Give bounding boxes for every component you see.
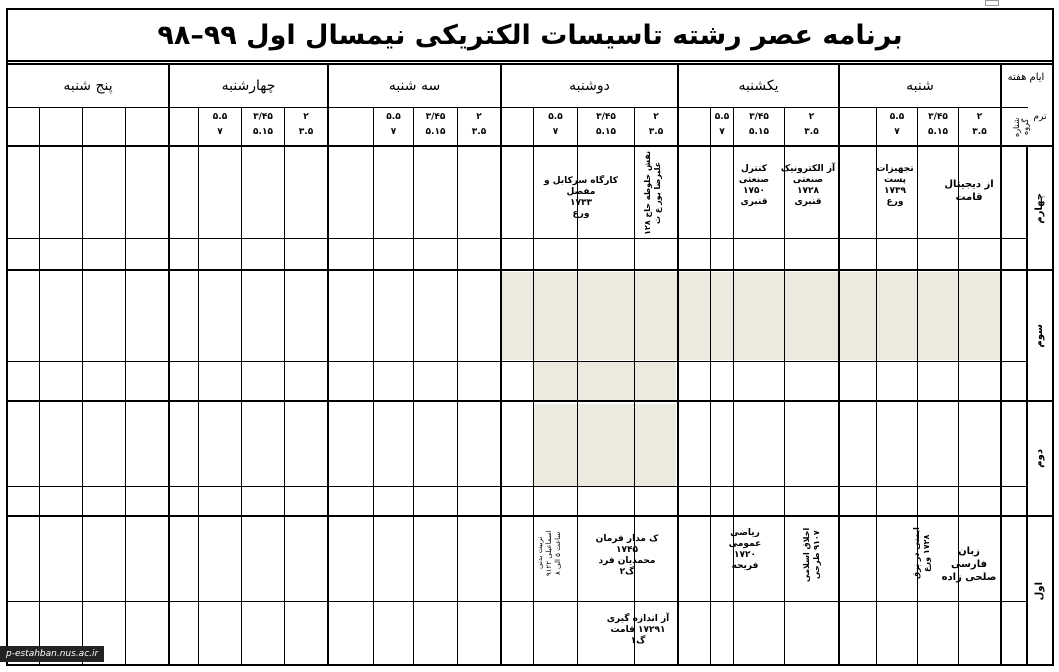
- time-slot-2: ۳/۴۵ ۵.۱۵: [596, 112, 616, 137]
- slot-line: [457, 108, 458, 666]
- time-slot-1: ۲ ۳.۵: [298, 112, 314, 137]
- site-logo[interactable]: p-estahban.nus.ac.ir: [0, 646, 104, 662]
- day-tuesday: سه شنبه: [388, 78, 441, 94]
- term-second: دوم: [1033, 449, 1045, 468]
- time-slot-3: ۵.۵ ۷: [714, 112, 730, 137]
- course-cell: کنترل صنعتی ۱۷۵۰ قنبری: [738, 164, 770, 207]
- row-line: [8, 63, 1052, 65]
- col-line: [838, 63, 840, 666]
- shade-block: [533, 362, 676, 400]
- row-line: [8, 361, 1028, 362]
- days-label: ایام هفته: [1007, 72, 1045, 83]
- slot-line: [533, 108, 534, 666]
- row-line: [8, 238, 1028, 239]
- slot-line: [373, 108, 374, 666]
- course-cell: ۱۲۸ نقش خلوطه حاج علیرضا پور ع ت: [643, 150, 662, 236]
- time-slot-1: ۲ ۳.۵: [804, 112, 819, 137]
- time-slot-3: ۵.۵ ۷: [386, 112, 401, 137]
- slot-line: [241, 108, 242, 666]
- time-slot-1: ۲ ۳.۵: [471, 112, 487, 137]
- group-label: شناره گروه: [1012, 117, 1030, 137]
- course-cell: آز الکترونیک صنعتی ۱۷۲۸ قنبری: [780, 164, 836, 207]
- course-cell: ریاضی عمومی ۱۷۲۰ فریحه: [728, 528, 762, 571]
- row-line: [8, 400, 1052, 402]
- row-line: [8, 107, 1028, 108]
- time-slot-1: ۲ ۳.۵: [972, 112, 987, 137]
- course-cell: ک مدار فرمان ۱۷۴۵ محمدیان فرد گ۲: [595, 534, 659, 577]
- col-line: [168, 63, 170, 666]
- row-line: [8, 486, 1028, 487]
- term-label: ترم: [1033, 112, 1047, 122]
- row-line: [8, 145, 1052, 147]
- slot-line: [710, 108, 711, 666]
- slot-line: [284, 108, 285, 666]
- course-cell: کارگاه سرکابل و مفصل ۱۷۳۳ ورع: [543, 176, 619, 219]
- day-thursday: پنج شنبه: [63, 78, 113, 94]
- day-sunday: یکشنبه: [738, 78, 779, 94]
- slot-line: [82, 108, 83, 666]
- window-control: [985, 0, 999, 6]
- course-cell: اخلاق اسلامی ۹۱۰۷ طرحی: [802, 527, 821, 583]
- time-slot-2: ۳/۴۵ ۵.۱۵: [253, 112, 273, 137]
- course-cell: تربیت بدنی اسماعیلی ۹۱۲۲ ساعت ۵ الی ۸: [536, 530, 562, 576]
- course-cell: تجهیزات پست ۱۷۳۹ ورع: [876, 164, 914, 207]
- col-line: [500, 63, 502, 666]
- slot-line: [39, 108, 40, 666]
- row-line: [8, 515, 1052, 517]
- term-third: سوم: [1033, 323, 1045, 348]
- col-line: [677, 63, 679, 666]
- row-line: [8, 269, 1052, 271]
- time-slot-2: ۳/۴۵ ۵.۱۵: [425, 112, 446, 137]
- course-cell: از دیجیتال قامت: [944, 179, 994, 203]
- shade-block: [533, 404, 676, 486]
- day-saturday: شنبه: [906, 78, 934, 94]
- term-fourth: چهارم: [1033, 192, 1045, 224]
- time-slot-1: ۲ ۳.۵: [648, 112, 664, 137]
- time-slot-2: ۳/۴۵ ۵.۱۵: [928, 112, 948, 137]
- slot-line: [125, 108, 126, 666]
- term-first: اول: [1033, 582, 1045, 601]
- slot-line: [634, 108, 635, 666]
- row-line: [8, 601, 1028, 602]
- course-cell: آز اندازه گیری ۱۷۲۹۱ قامت گ۱: [606, 614, 670, 646]
- col-line: [1000, 63, 1002, 666]
- slot-line: [413, 108, 414, 666]
- day-monday: دوشنبه: [569, 78, 610, 94]
- time-slot-3: ۵.۵ ۷: [889, 112, 905, 137]
- course-cell: ایمنی در برق ۱۷۲۸ ورع: [912, 527, 931, 579]
- time-slot-2: ۳/۴۵ ۵.۱۵: [749, 112, 769, 137]
- slot-line: [198, 108, 199, 666]
- time-slot-3: ۵.۵ ۷: [212, 112, 228, 137]
- day-wednesday: چهارشنبه: [221, 78, 276, 94]
- time-slot-3: ۵.۵ ۷: [548, 112, 563, 137]
- col-line: [327, 63, 329, 666]
- course-cell: زبان فارسی صلحی زاده: [941, 546, 997, 583]
- page-title: برنامه عصر رشته تاسیسات الکتریکی نیمسال اول ۹۹–۹۸: [8, 10, 1052, 62]
